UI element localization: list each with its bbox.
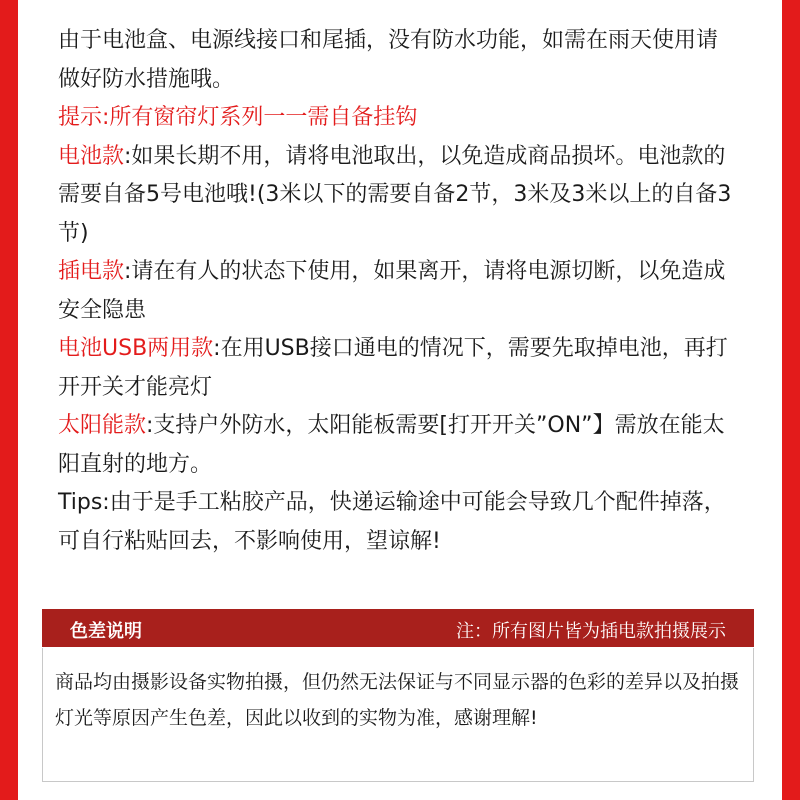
tips-note: Tips:由于是手工粘胶产品，快递运输途中可能会导致几个配件掉落，可自行粘贴回去，不影响使用，望谅解! xyxy=(58,490,726,554)
banner-title: 色差说明 xyxy=(70,621,142,642)
solar-model-text: :支持户外防水，太阳能板需要[打开开关”ON”】需放在能太阳直射的地方。 xyxy=(58,413,725,477)
battery-model-note xyxy=(58,138,738,254)
disclaimer-text: 商品均由摄影设备实物拍摄，但仍然无法保证与不同显示器的色彩的差异以及拍摄灯光等原因产生色差，因此以收到的实物为准，感谢理解! xyxy=(55,671,740,729)
waterproof-note: 由于电池盒、电源线接口和尾插，没有防水功能，如需在雨天使用请做好防水措施哦。 xyxy=(58,28,719,92)
solar-model-label: 太阳能款 xyxy=(58,413,147,438)
solar-model-note xyxy=(58,407,738,484)
usage-notes xyxy=(58,22,738,561)
battery-model-text: :如果长期不用，请将电池取出，以免造成商品损坏。电池款的需要自备5号电池哦!(3米以下的需要自备2节，3米及3米以上的自备3节) xyxy=(58,143,732,246)
color-difference-banner xyxy=(42,609,754,647)
usb-model-label: 电池USB两用款 xyxy=(58,336,214,361)
usb-model-text: :在用USB接口通电的情况下，需要先取掉电池，再打开开关才能亮灯 xyxy=(58,336,728,400)
plug-model-label: 插电款 xyxy=(58,259,125,284)
color-disclaimer xyxy=(42,648,754,782)
hook-tip: 提示:所有窗帘灯系列一一需自备挂钩 xyxy=(58,105,418,130)
banner-note: 注：所有图片皆为插电款拍摄展示 xyxy=(456,621,726,642)
usb-model-note xyxy=(58,330,738,407)
plug-model-text: :请在有人的状态下使用，如果离开，请将电源切断，以免造成安全隐患 xyxy=(58,259,726,323)
plug-model-note xyxy=(58,253,738,330)
battery-model-label: 电池款 xyxy=(58,143,125,169)
